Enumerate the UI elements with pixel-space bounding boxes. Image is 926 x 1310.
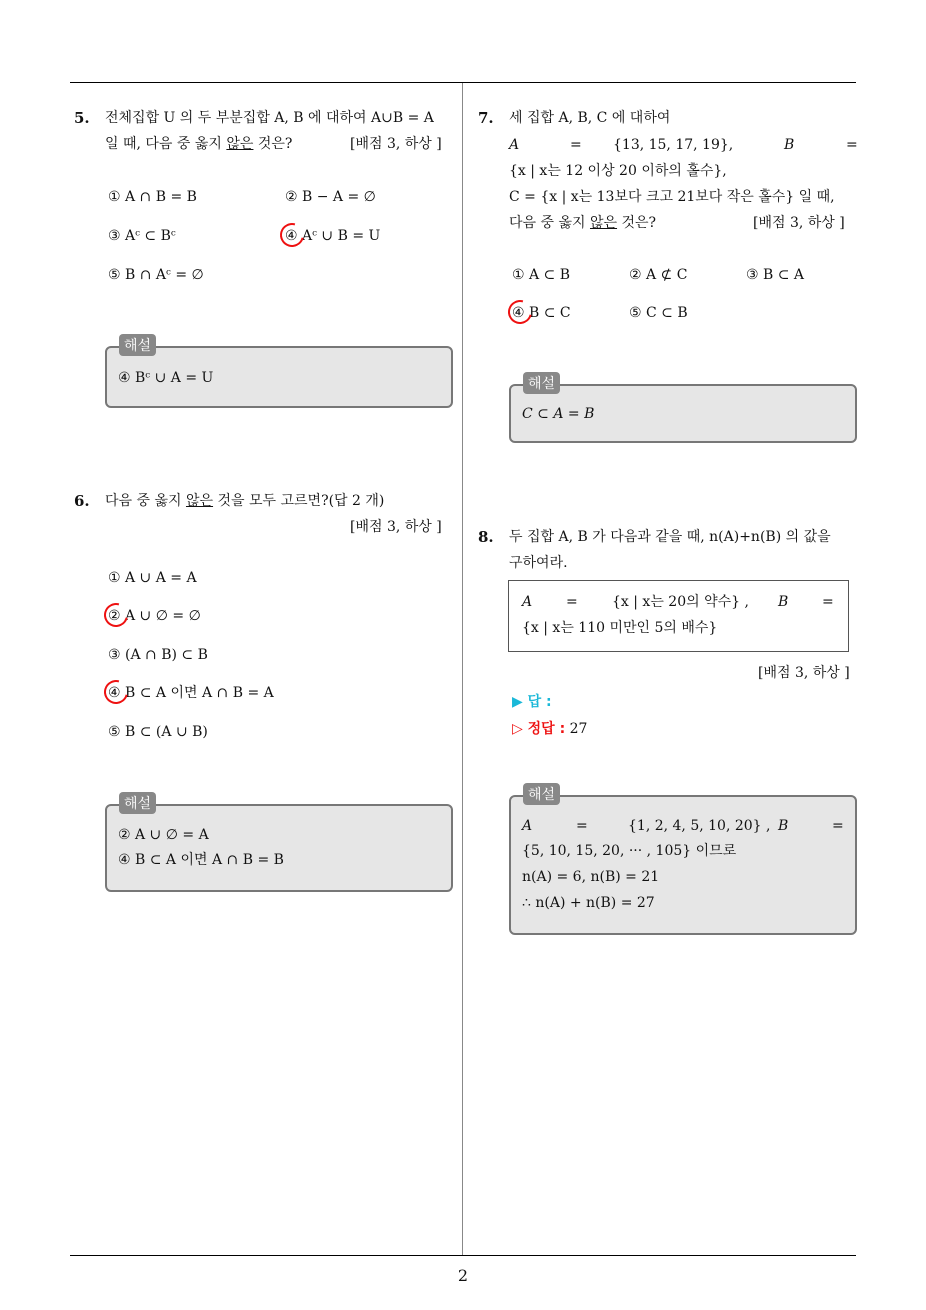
page-number: 2	[457, 1266, 469, 1285]
solution-set-b: B	[778, 818, 789, 834]
equals-sign: =	[570, 137, 582, 153]
solution-line: ④ Bᶜ ∪ A = U	[118, 370, 214, 386]
option-5[interactable]: ⑤ B ⊂ (A ∪ B)	[108, 724, 208, 740]
selected-answer-circle-icon	[100, 599, 133, 632]
equals-sign: =	[846, 137, 858, 153]
option-4[interactable]: ④ Aᶜ ∪ B = U	[285, 228, 381, 244]
set-a-value: {x | x는 20의 약수} ,	[612, 594, 749, 610]
set-a-label: A	[522, 594, 533, 610]
option-3[interactable]: ③ (A ∩ B) ⊂ B	[108, 647, 208, 663]
selected-answer-circle-icon	[504, 296, 537, 329]
selected-answer-circle-icon	[276, 219, 309, 252]
option-1[interactable]: ① A ∩ B = B	[108, 189, 197, 205]
score-label: [배점 3, 하상 ]	[350, 519, 442, 535]
correct-answer: ▷ 정답 : 27	[512, 721, 588, 737]
question-text: 다음 중 옳지 않은 것은?	[509, 215, 657, 231]
option-5[interactable]: ⑤ B ∩ Aᶜ = ∅	[108, 267, 204, 283]
solution-line: ∴ n(A) + n(B) = 27	[522, 895, 655, 911]
solution-line: ④ B ⊂ A 이면 A ∩ B = B	[118, 852, 284, 868]
question-number: 6.	[74, 492, 90, 510]
bottom-rule	[70, 1255, 856, 1256]
question-text: 일 때, 다음 중 옳지 않은 것은?	[105, 136, 293, 152]
question-text: 전체집합 U 의 두 부분집합 A, B 에 대하여 A∪B = A	[105, 110, 434, 126]
solution-line: C ⊂ A = B	[522, 406, 595, 422]
solution-tag: 해설	[119, 334, 156, 356]
question-number: 8.	[478, 528, 494, 546]
solution-tag: 해설	[523, 783, 560, 805]
set-a-value: {13, 15, 17, 19},	[613, 137, 734, 153]
question-text: 구하여라.	[509, 555, 568, 571]
equals-sign: =	[832, 818, 844, 834]
question-text: 두 집합 A, B 가 다음과 같을 때, n(A)+n(B) 의 값을	[509, 529, 831, 545]
score-label: [배점 3, 하상 ]	[758, 665, 850, 681]
set-b-label: B	[778, 594, 789, 610]
set-c-value: C = {x | x는 13보다 크고 21보다 작은 홀수} 일 때,	[509, 189, 835, 205]
option-3[interactable]: ③ B ⊂ A	[746, 267, 805, 283]
answer-label: ▶ 답 :	[512, 694, 552, 710]
solution-set-a-value: {1, 2, 4, 5, 10, 20} ,	[628, 818, 771, 834]
equals-sign: =	[822, 594, 834, 610]
option-5[interactable]: ⑤ C ⊂ B	[629, 305, 688, 321]
equals-sign: =	[566, 594, 578, 610]
option-3[interactable]: ③ Aᶜ ⊂ Bᶜ	[108, 228, 176, 244]
option-4[interactable]: ④ B ⊂ A 이면 A ∩ B = A	[108, 685, 274, 701]
score-label: [배점 3, 하상 ]	[350, 136, 442, 152]
condition-box	[508, 580, 849, 652]
question-number: 5.	[74, 109, 90, 127]
question-text: 다음 중 옳지 않은 것을 모두 고르면?(답 2 개)	[105, 493, 385, 509]
solution-box	[105, 804, 453, 892]
equals-sign: =	[576, 818, 588, 834]
set-b-label: B	[784, 137, 795, 153]
option-4[interactable]: ④ B ⊂ C	[512, 305, 571, 321]
solution-set-a: A	[522, 818, 533, 834]
solution-line: n(A) = 6, n(B) = 21	[522, 869, 660, 885]
solution-tag: 해설	[119, 792, 156, 814]
solution-tag: 해설	[523, 372, 560, 394]
score-label: [배점 3, 하상 ]	[753, 215, 845, 231]
top-rule	[70, 82, 856, 83]
option-2[interactable]: ② A ⊄ C	[629, 267, 688, 283]
question-text: 세 집합 A, B, C 에 대하여	[509, 110, 671, 126]
solution-line: {5, 10, 15, 20, ··· , 105} 이므로	[522, 843, 737, 859]
set-b-value: {x | x는 12 이상 20 이하의 홀수},	[509, 163, 727, 179]
option-1[interactable]: ① A ⊂ B	[512, 267, 571, 283]
selected-answer-circle-icon	[100, 676, 133, 709]
solution-line: ② A ∪ ∅ = A	[118, 827, 209, 843]
set-b-value: {x | x는 110 미만인 5의 배수}	[522, 620, 718, 636]
column-divider	[462, 83, 463, 1255]
set-a-label: A	[509, 137, 520, 153]
option-2[interactable]: ② B − A = ∅	[285, 189, 376, 205]
option-2[interactable]: ② A ∪ ∅ = ∅	[108, 608, 201, 624]
option-1[interactable]: ① A ∪ A = A	[108, 570, 197, 586]
question-number: 7.	[478, 109, 494, 127]
